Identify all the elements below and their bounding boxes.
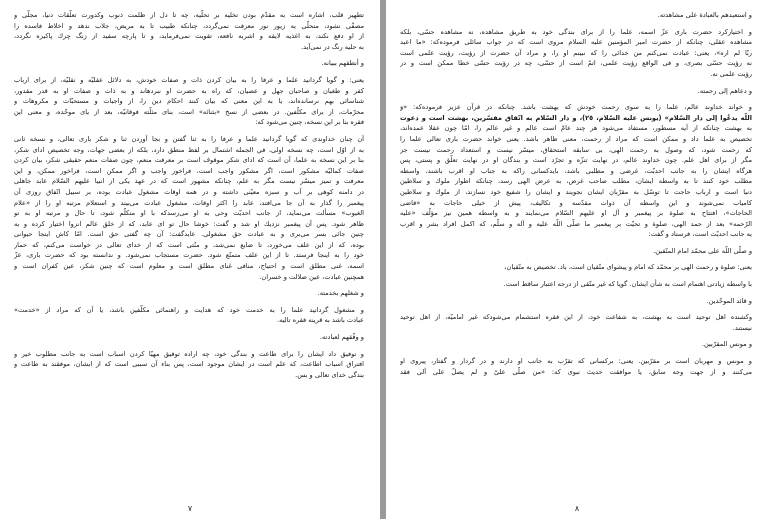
text-line: آن چنان خداوندى كه گويا گردانيد علما و عرفا را به ثنا گفتن و بجا آوردن ثنا و شكر بارى تعالى، و نسخه ثانى: [14, 134, 364, 143]
text-line: چنين جائى بسر مى‌برى و به عبادت حق مشغولى. عابدگفت: آن چه گفتى حق است. امّا كاش اينجا حيوانى: [14, 230, 364, 239]
text-line: الرّحمه» بعد از حمد الهى، صلوة و تحيّت بر پيغمبر ما صلّى اللّه عليه و آله و سلّم، كه اكمل افراد بشر و اقرب: [400, 219, 752, 228]
text-line: به حليه رنگ در نمى‌آيد.: [301, 42, 364, 51]
text-line: دنيا است و ارباب حاجت تا توسّل به مقرّبان ايشان نجويند و ايشان را شفيع خود نسازند، از ملوك و سلاطين: [400, 187, 752, 196]
text-line: نه رؤيت حسّى بصرى، و فى الواقع رؤيت علمى، اتمّ است از حسّى، چه در رؤيت حسّى خطا ممكن است و در: [400, 59, 752, 68]
left-page-text: [14, 10, 364, 380]
text-line: و أنطقهم ببيانه.: [321, 59, 364, 68]
text-line: به از اوّل است، چه نسخه اولى، في الجمله اشتمال بر لفظ منطق دارد، بلكه از بعضى جهات، وجه تخصيص اداى شكر،: [14, 145, 364, 154]
text-line: كفر و طغيان و صاحبان جهل و عصيان، كه راه به حضرت او نبردهاند و به ذات و صفات او به قدر مقدور،: [14, 86, 364, 95]
left-page-number: ٧: [187, 504, 193, 513]
text-line: ظاهر شود. پس آن پيغمبر نزديك او شد و گفت: خوشا حال تو اى عابد، كه از خلق عالم انزوا اختيار كرده و به: [14, 219, 364, 228]
text-line: از او دفع نكند، به اغذيه لايقه و اشربه نافعه، تقويت نمى‌فرمايد، و تا پارچه سفيد از زنگ چرك پاكيزه نگردد،: [14, 32, 364, 41]
text-line: صفات كماليّه مشكور است، اگر مشكور واجب است، فراخور واجب و اگر ممكن است، فراخور ممكن، و اين: [14, 166, 364, 175]
text-line: تطهير قلب، اشاره است به مقدّم بودن تخليه بر تحلّيه، چه تا دل از ظلمت ذنوب وكدورت تعلّقات دنيا، مجلّى و: [14, 11, 364, 19]
text-line: كامياب نمى‌شوند و اين واسطه آن ذوات مقدّسه و تكاليف، پيش از خيلى حاجات به «قاضى: [400, 198, 752, 207]
text-line: و استعبدهم بالعبادة على مشاهدته.: [657, 11, 752, 19]
text-line: عبادت باشد به قرينه فقره تاليه.: [277, 316, 364, 325]
text-line: مى‌كنند و از جهت وجه سابق، يا موافقت حديث نبوى كه: «من صلّى علىّ و لم يصلّ على آلى فقد: [400, 367, 752, 376]
text-line: و توفيق داد ايشان را براى طاعت و بندگى خود، چه اراده توفيق مهيّا كردن اسباب است به جانب مطلوب خير و: [14, 349, 364, 358]
text-line: و مونس و مهربان است بر مقرّبين. يعنى: بركسانى كه تقرّب به جانب او دارند و در گردار و گفتار، پيروى او: [400, 357, 752, 366]
text-line: نيستند.: [732, 323, 752, 332]
text-line: و مشغول گردانيد علما را به خدمت خود كه هدايت و راهنمائى مكلّفين باشد، يا آن كه مراد از «خدمت»: [14, 305, 364, 314]
text-line: اللّه يدعُوا إلى دار السّلام» (يونس عليه السّلام، ٢٥)، و دار السّلام به اتّفاق مفسّرين، بهشت است و دعوت: [400, 113, 752, 122]
text-line: بنا بر اين نسخه به علما، آن است كه اداى شكر موقوف است بر معرفت منعم، چون صفات منعم حقيقى شكر، بيان كردن: [14, 156, 364, 165]
text-line: اسمه، غنى مطلق است و احتياج، منافى غناى مطلق است و معلوم است كه چنين شكر، عين كفران است و: [14, 262, 364, 271]
text-line: يعنى: و گويا گردانيد علما و عرفا را به بيان كردن ذات و صفات خودش، به دلائل عقليّه و نقليّه، از براى ارباب: [14, 75, 364, 84]
text-line: همچنين عبادت، عين ضلالت و خسران.: [259, 272, 364, 281]
text-line: و دعاهم إلى رحمته.: [697, 86, 752, 95]
text-line: به بهشت چنانكه از آيه مسطور، مستفاد مى‌شود هر چند عامّ است عالم و غير عالم را، امّا چون عقلا عمده‌اند،: [400, 124, 752, 133]
text-line: و شغلهم بخدمته.: [317, 289, 364, 298]
text-line: افتراق اسباب اطاعت، كه علم است در ايشان موجود است، پس بناء آن سببى است كه از ايشان، موفقند به طاعت و: [14, 360, 364, 369]
right-book-page: [386, 0, 768, 519]
text-line: و صلّى اللّه على محمّد امام المتّقين.: [653, 246, 752, 255]
text-line: شناسائى بهم نرسانده‌اند، يا به اين معنى كه بيان كنند احكام دين را، از واجبات و مستحبّات و مكروهات و: [14, 97, 364, 106]
text-line: بوده، كه از اين علف مى‌خورد، تا ضايع نمى‌شد، و منّتى است كه از خداى تعالى در خواست مى‌كنم، كه حمار: [14, 240, 364, 249]
text-line: و قائد الموحّدين.: [706, 296, 752, 305]
text-line: به جانب احديّت است، فرستاد و گفت:: [648, 230, 752, 239]
text-line: و مونس المقرّبين.: [701, 340, 752, 349]
text-line: بندگى خداى تعالى و بس.: [295, 370, 364, 379]
text-line: تخصيص به علما داد و ممكن است كه مراد از رحمت، معنى ظاهر باشد. يعنى خواند حضرت بارى تعالى علما را: [400, 134, 752, 143]
text-line: يعنى: صلوة و رحمت الهى بر محمّد كه امام و پيشواى متّقيان است، باد. تخصيص به متّقيان،: [504, 263, 752, 272]
text-line: الحاجات»، افتتاح به صلوة بر پيغمبر و آل او عليهم السّلام مى‌نمايند و به واسطه همين نيز مؤلّف «عليه: [400, 209, 752, 218]
text-line: محرّمات، از براى مكلّفين. در بعضى از نسخ «بثنائه» است، بناى مثلّثه فوقانيّه، بعد از ياى موحّده، و معنى اين: [14, 107, 364, 116]
text-line: هرگاه ايشان را به جانب احديّت، غرضى و مطلبى باشد، بايدكسانى راكه به جناب او اقرب باشند، واسطه: [400, 166, 752, 175]
text-line: و اختياركرد حضرت بارى عزّ اسمه، علما را از براى بندگى خود به طريق مشاهده، نه مشاهده حسّى، بلكه: [400, 27, 752, 36]
text-line: رؤيت علمى نه.: [710, 69, 752, 78]
text-line: وكشنده اهل توحيد است به بهشت، به شفاعت خود، از اين فقره استشمام مى‌شودكه غير اماميّه، از اهل توحيد: [400, 313, 752, 322]
right-page-number: ٨: [574, 504, 580, 513]
text-line: ربّا لم اره»، يعنى: عبادت نمى‌كنم من خدائى را كه نبينم او را، و مراد آن حضرت از رؤيت، رؤيت علمى است: [400, 48, 752, 57]
text-line: با واسطه زيادتى اهتمام است به شأن ايشان. گويا كه غير متّقى از درجه اعتبار ساقط است.: [503, 280, 752, 289]
right-page-text: [400, 10, 752, 377]
text-line: و وفّقهم لعبادته.: [319, 333, 364, 342]
text-line: فقره بنا بر اين نسخه، چنين مى‌شود كه:: [255, 118, 364, 127]
text-line: كه رحمت شود، كه وصول به رحمت الهى، بى سابقه استحقاق، ميسّر نيست و استعداد رحمت نيست جز: [400, 145, 752, 154]
text-line: خود را به اينجا فرستد. تا از اين علف متمتّع شود. حضرت مستجاب نمى‌شود. و ندانسته بود كه حضرت بارى، عزّ: [14, 251, 364, 260]
text-line: مطلب خود كنند تا به واسطه ايشان، مطلب صاحب غرض، به عرض الهى رسد، چنانكه اطوار ملوك و سلاطين: [400, 177, 752, 186]
text-line: معرفت و تميز ميسّر نيست مگر به علم، چنانكه مشهور است كه در عهد يكى از انبيا عليهم السّلام عابد جاهلى: [14, 177, 364, 186]
text-line: پيغمبر را گذار به آن جا مى‌افتد، عابد را اكثر اوقات، مشغول عبادت مى‌بيند و استعلام مرتبه او را از «علام: [14, 198, 364, 207]
text-line: و خواند خداوند عالم، علما را به سوى رحمت خودش كه بهشت باشد. چنانكه در قرآن عزيز فرموده‌كه: «وَ: [400, 103, 752, 112]
text-line: مگر از براى اهل علم. چون خداوند عالم، در نهايت تنزّه و تجرّد است و بندگان او در نهايت تعلّق و پستى، پس: [400, 156, 752, 165]
text-line: در دامنه كوهى بر آب و سبزه معيّنى داشته و در همه اوقات مشغول عبادت بوده، بر سبيل اتّفاق روزى آن: [14, 187, 364, 196]
text-line: الغيوب» مسألت مى‌نمايد، از جانب احديّت وحى به او مى‌رسدكه با او متكلّم شود، تا حال و مرتبه او به تو: [14, 209, 364, 218]
text-line: مصفّى نشود، متحلّى به زيور نور معرفت نمى‌گردد، چنانكه طبيب تا به مريض، جلاب ندهد و اخلاط فاسده را: [14, 21, 364, 30]
text-line: مشاهده عقلى، چنانكه از حضرت امير المؤمنين عليه السلام مروى است كه در جواب سائلى فرموده‌كه: «ما اعبد: [400, 38, 752, 47]
left-book-page: [0, 0, 380, 519]
